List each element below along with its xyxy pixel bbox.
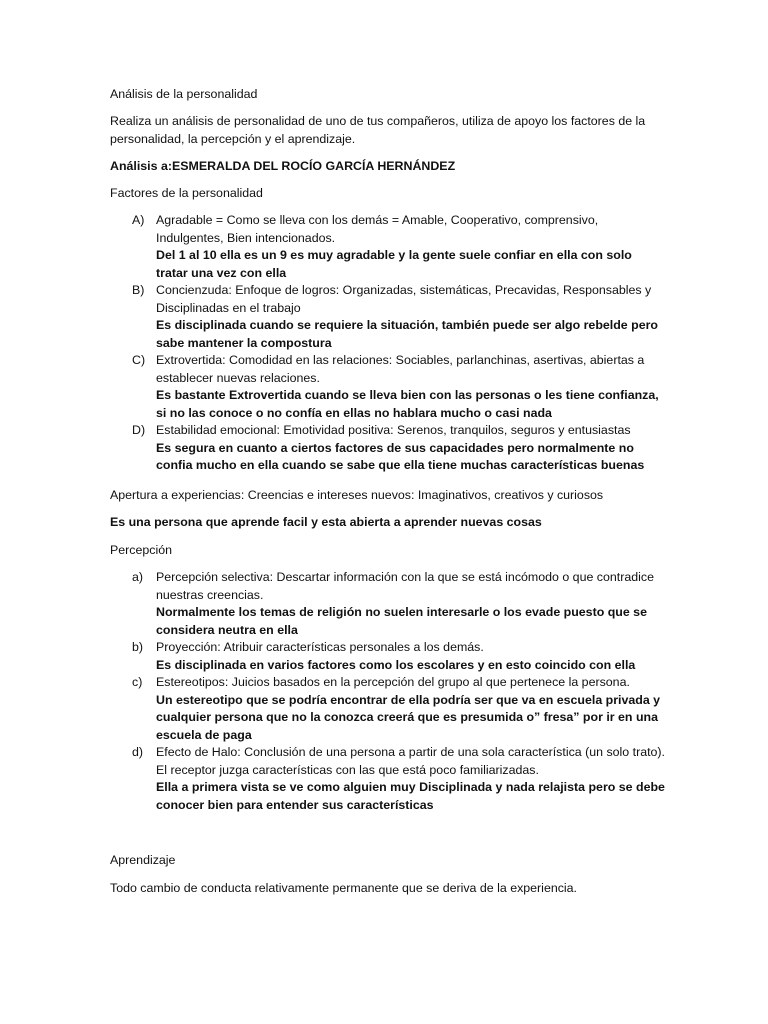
factor-item-a [110, 212, 666, 282]
perception-list [110, 569, 666, 814]
intro-paragraph: Realiza un análisis de personalidad de uno de tus compañeros, utiliza de apoyo los factores de la personalidad, la percepción y el aprendizaje. [110, 114, 646, 146]
openness-answer: Es una persona que aprende facil y esta abierta a aprender nuevas cosas [110, 515, 542, 529]
learning-paragraph: Todo cambio de conducta relativamente permanente que se deriva de la experiencia. [110, 881, 578, 895]
perception-item-a [110, 569, 666, 639]
factor-definition: Extrovertida: Comodidad en las relaciones: Sociables, parlanchinas, asertivas, abiertas a establecer nuevas relaciones. [156, 353, 645, 385]
list-marker: b) [132, 640, 144, 654]
perception-definition: Efecto de Halo: Conclusión de una persona a partir de una sola característica (un solo trato). El receptor juzga características con las que está poco familiarizadas. [156, 745, 665, 777]
perception-answer: Es disciplinada en varios factores como los escolares y en esto coincido con ella [156, 657, 636, 672]
factor-item-b [110, 282, 666, 352]
factor-answer: Es bastante Extrovertida cuando se lleva bien con las personas o les tiene confianza, si no las conoce o no confía en ellas no hablara mucho o casi nada [156, 388, 659, 420]
perception-answer: Un estereotipo que se podría encontrar de ella podría ser que va en escuela privada y cualquier persona que no la conozca creerá que es presumida o” fresa” por ir en una escuela de paga [156, 692, 661, 742]
perception-item-b [110, 639, 666, 674]
factor-answer: Del 1 al 10 ella es un 9 es muy agradable y la gente suele confiar en ella con solo tratar una vez con ella [156, 248, 632, 280]
perception-answer: Normalmente los temas de religión no suelen interesarle o los evade puesto que se considera neutra en ella [156, 605, 647, 637]
factor-definition: Concienzuda: Enfoque de logros: Organizadas, sistemáticas, Precavidas, Responsables y Disciplinadas en el trabajo [156, 283, 652, 315]
list-marker: D) [132, 423, 146, 437]
perception-item-d [110, 744, 666, 814]
learning-heading: Aprendizaje [110, 853, 176, 867]
factor-answer: Es segura en cuanto a ciertos factores de sus capacidades pero normalmente no confia mucho en ella cuando se sabe que ella tiene muchas características buenas [156, 440, 645, 472]
perception-definition: Percepción selectiva: Descartar información con la que se está incómodo o que contradice nuestras creencias. [156, 570, 654, 602]
perception-definition: Estereotipos: Juicios basados en la percepción del grupo al que pertenece la persona. [156, 675, 630, 689]
perception-heading: Percepción [110, 543, 172, 557]
perception-answer: Ella a primera vista se ve como alguien muy Disciplinada y nada relajista pero se debe conocer bien para entender sus características [156, 780, 665, 812]
list-marker: a) [132, 570, 144, 584]
factor-definition: Agradable = Como se lleva con los demás = Amable, Cooperativo, comprensivo, Indulgentes, Bien intencionados. [156, 213, 599, 245]
factor-item-c [110, 352, 666, 422]
list-marker: c) [132, 675, 143, 689]
perception-item-c [110, 674, 666, 744]
list-marker: B) [132, 283, 145, 297]
factors-heading: Factores de la personalidad [110, 186, 263, 200]
list-marker: C) [132, 353, 146, 367]
document-title: Análisis de la personalidad [110, 87, 258, 101]
factor-item-d [110, 422, 666, 475]
perception-definition: Proyección: Atribuir características personales a los demás. [156, 640, 484, 654]
factors-list [110, 212, 666, 475]
factor-definition: Estabilidad emocional: Emotividad positiva: Serenos, tranquilos, seguros y entusiastas [156, 423, 631, 437]
list-marker: A) [132, 213, 145, 227]
factor-answer: Es disciplinada cuando se requiere la situación, también puede ser algo rebelde pero sabe mantener la compostura [156, 318, 658, 350]
openness-paragraph: Apertura a experiencias: Creencias e intereses nuevos: Imaginativos, creativos y curiosos [110, 488, 604, 502]
subject-line: Análisis a:ESMERALDA DEL ROCÍO GARCÍA HERNÁNDEZ [110, 159, 456, 173]
list-marker: d) [132, 745, 144, 759]
